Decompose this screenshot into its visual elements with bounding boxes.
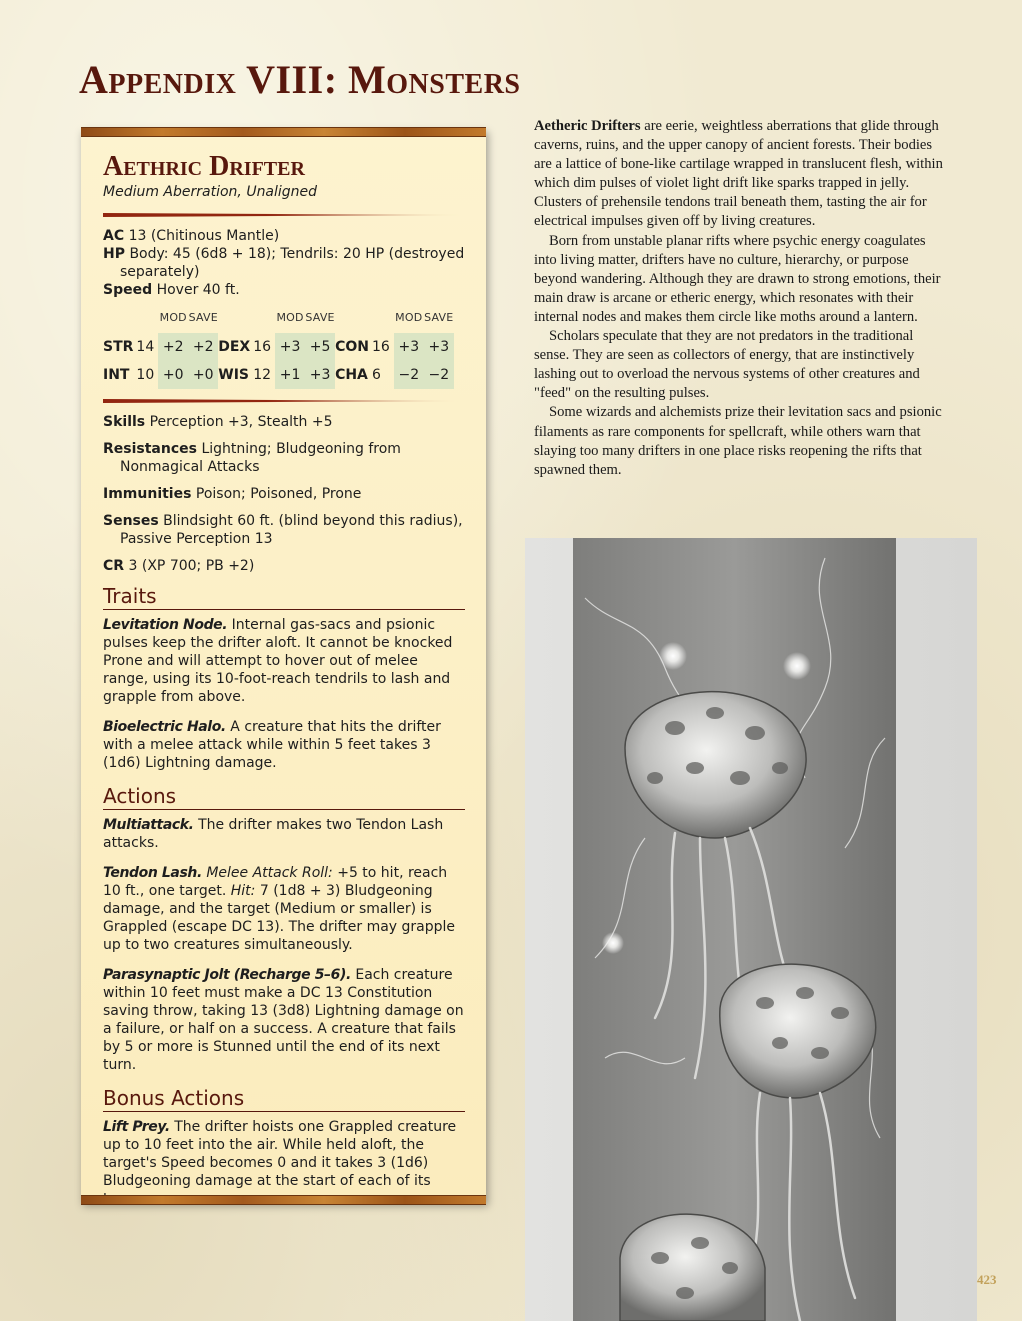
ability-mod: −2	[394, 361, 424, 389]
senses	[103, 512, 465, 548]
action-text: 7 (1d8 + 3) Bludgeoning damage, and the target (Medium or smaller) is Grappled (escape DC 13). The drifter may grapple up to two creatures simultaneously.	[103, 883, 456, 953]
ability-mod: +3	[394, 333, 424, 361]
ability-mod: +0	[158, 361, 188, 389]
lore-paragraph: Some wizards and alchemists prize their levitation sacs and psionic filaments as rare components for spellcraft, while others warn that slaying too many drifters in one place risks reopening the rifts that spawned them.	[534, 404, 942, 478]
hp-label: HP	[103, 246, 125, 262]
ability-name: DEX	[218, 339, 251, 355]
action-name: Parasynaptic Jolt (Recharge 5–6).	[103, 967, 351, 983]
action-text: +5 to hit, reach 10 ft., one target.	[103, 865, 448, 899]
speed-label: Speed	[103, 282, 153, 298]
trait-text: A creature that hits the drifter with a melee attack while within 5 feet takes 3 (1d6) Lightning damage.	[103, 719, 441, 771]
ability-score: 16	[371, 339, 390, 355]
lore-paragraph: Scholars speculate that they are not predators in the traditional sense. They are seen as collectors of energy, that are instinctively lashing out to overload the nervous systems of other creatures and "feed" on the resulting pulses.	[534, 328, 920, 402]
action-text: Each creature within 10 feet must make a DC 13 Constitution saving throw, taking 13 (3d8) Lightning damage on a failure, or half on a success. A creature that fails by 5 or more is Stunned until the end of its next turn.	[103, 967, 464, 1073]
mod-header: MOD	[159, 311, 187, 324]
ability-table	[103, 309, 454, 389]
ability-name: STR	[103, 339, 134, 355]
ability-save: +3	[424, 333, 454, 361]
immunities-value: Poison; Poisoned, Prone	[195, 486, 362, 502]
resistances	[103, 440, 465, 476]
mod-header: MOD	[276, 311, 304, 324]
ability-name: INT	[103, 367, 130, 383]
action-tendon-lash	[103, 864, 465, 954]
save-header: SAVE	[305, 311, 335, 324]
lore-lead: Aetheric Drifters	[534, 118, 641, 134]
stat-block	[81, 129, 486, 1203]
armor-class	[103, 227, 465, 245]
page-title: Appendix VIII: Monsters	[79, 57, 521, 102]
ability-name: CON	[335, 339, 369, 355]
hit-points	[103, 245, 465, 281]
immunities-label: Immunities	[103, 486, 192, 502]
action-name: Tendon Lash.	[103, 865, 202, 881]
cr-label: CR	[103, 558, 125, 574]
ac-value: 13 (Chitinous Mantle)	[128, 228, 280, 244]
cr-value: 3 (XP 700; PB +2)	[128, 558, 255, 574]
ability-save: +5	[305, 333, 335, 361]
speed-value: Hover 40 ft.	[156, 282, 240, 298]
ability-name: CHA	[335, 367, 368, 383]
hit-label: Hit:	[230, 883, 256, 899]
skills-label: Skills	[103, 414, 146, 430]
senses-label: Senses	[103, 513, 159, 529]
stat-block-top-border	[81, 127, 486, 137]
page-number: 423	[977, 1272, 997, 1287]
resistances-label: Resistances	[103, 441, 197, 457]
ability-save: +0	[188, 361, 218, 389]
bonus-actions-heading: Bonus Actions	[103, 1086, 465, 1112]
ability-save: −2	[424, 361, 454, 389]
monster-type: Medium Aberration, Unaligned	[103, 184, 318, 200]
ability-mod: +3	[275, 333, 305, 361]
save-header: SAVE	[188, 311, 218, 324]
stat-block-bottom-border	[81, 1195, 486, 1205]
skills-value: Perception +3, Stealth +5	[149, 414, 333, 430]
monster-illustration	[525, 538, 977, 1321]
hp-value: Body: 45 (6d8 + 18); Tendrils: 20 HP (destroyed separately)	[120, 246, 465, 280]
trait-levitation-node	[103, 616, 465, 706]
ability-save: +3	[305, 361, 335, 389]
lore-text-span: are eerie, weightless aberrations that glide through caverns, ruins, and the upper canopy of ancient forests. Their bodies are a lattice of bone-like cartilage wrapped in translucent flesh, within which dim pulses of violet light drift like sparks trapped in jelly. Clusters of prehensile tendons trail beneath them, tasting the air for electrical impulses given off by living creatures.	[534, 118, 943, 230]
ability-row	[103, 361, 454, 389]
save-header: SAVE	[424, 311, 454, 324]
ability-name: WIS	[218, 367, 249, 383]
immunities	[103, 485, 465, 503]
action-parasynaptic-jolt	[103, 966, 465, 1074]
ac-label: AC	[103, 228, 125, 244]
ability-score: 16	[253, 339, 272, 355]
ability-score: 12	[253, 367, 272, 383]
lore-text	[534, 117, 944, 480]
ability-score: 14	[136, 339, 155, 355]
divider	[103, 399, 465, 403]
trait-name: Bioelectric Halo.	[103, 719, 226, 735]
ability-score: 6	[371, 367, 381, 383]
senses-value: Blindsight 60 ft. (blind beyond this radius), Passive Perception 13	[120, 513, 463, 547]
speed	[103, 281, 465, 299]
action-text: The drifter makes two Tendon Lash attacks.	[103, 817, 444, 851]
skills	[103, 413, 465, 431]
ability-save: +2	[188, 333, 218, 361]
mod-header: MOD	[395, 311, 423, 324]
action-multiattack	[103, 816, 465, 852]
monster-name: Aethric Drifter	[103, 151, 305, 182]
divider	[103, 213, 465, 217]
actions-heading: Actions	[103, 784, 465, 810]
ability-score: 10	[136, 367, 155, 383]
challenge-rating	[103, 557, 465, 575]
bonus-action-text: The drifter hoists one Grappled creature up to 10 feet into the air. While held aloft, the target's Speed becomes 0 and it takes 3 (1d6) Bludgeoning damage at the start of each of its	[103, 1119, 457, 1189]
trait-name: Levitation Node.	[103, 617, 228, 633]
ability-mod: +1	[275, 361, 305, 389]
action-name: Multiattack.	[103, 817, 194, 833]
lore-paragraph	[534, 117, 944, 232]
trait-bioelectric-halo	[103, 718, 465, 772]
illustration-svg	[525, 538, 977, 1321]
resistances-value: Lightning; Bludgeoning from Nonmagical Attacks	[120, 441, 401, 475]
attack-roll-label: Melee Attack Roll:	[206, 865, 333, 881]
ability-mod: +2	[158, 333, 188, 361]
traits-heading: Traits	[103, 584, 465, 610]
lore-paragraph: Born from unstable planar rifts where psychic energy coagulates into living matter, drifters have no culture, hierarchy, or purpose beyond wandering. Although they are drawn to strong emotions, their main draw is arcane or etheric energy, which resonates with their internal nodes and makes them circle like moths around a lantern.	[534, 232, 941, 325]
ability-row	[103, 333, 454, 361]
bonus-action-name: Lift Prey.	[103, 1119, 170, 1135]
trait-text: Internal gas-sacs and psionic pulses keep the drifter aloft. It cannot be knocked Prone and will attempt to hover out of melee range, using its 10-foot-reach tendrils to lash and grapple from above.	[103, 617, 453, 705]
